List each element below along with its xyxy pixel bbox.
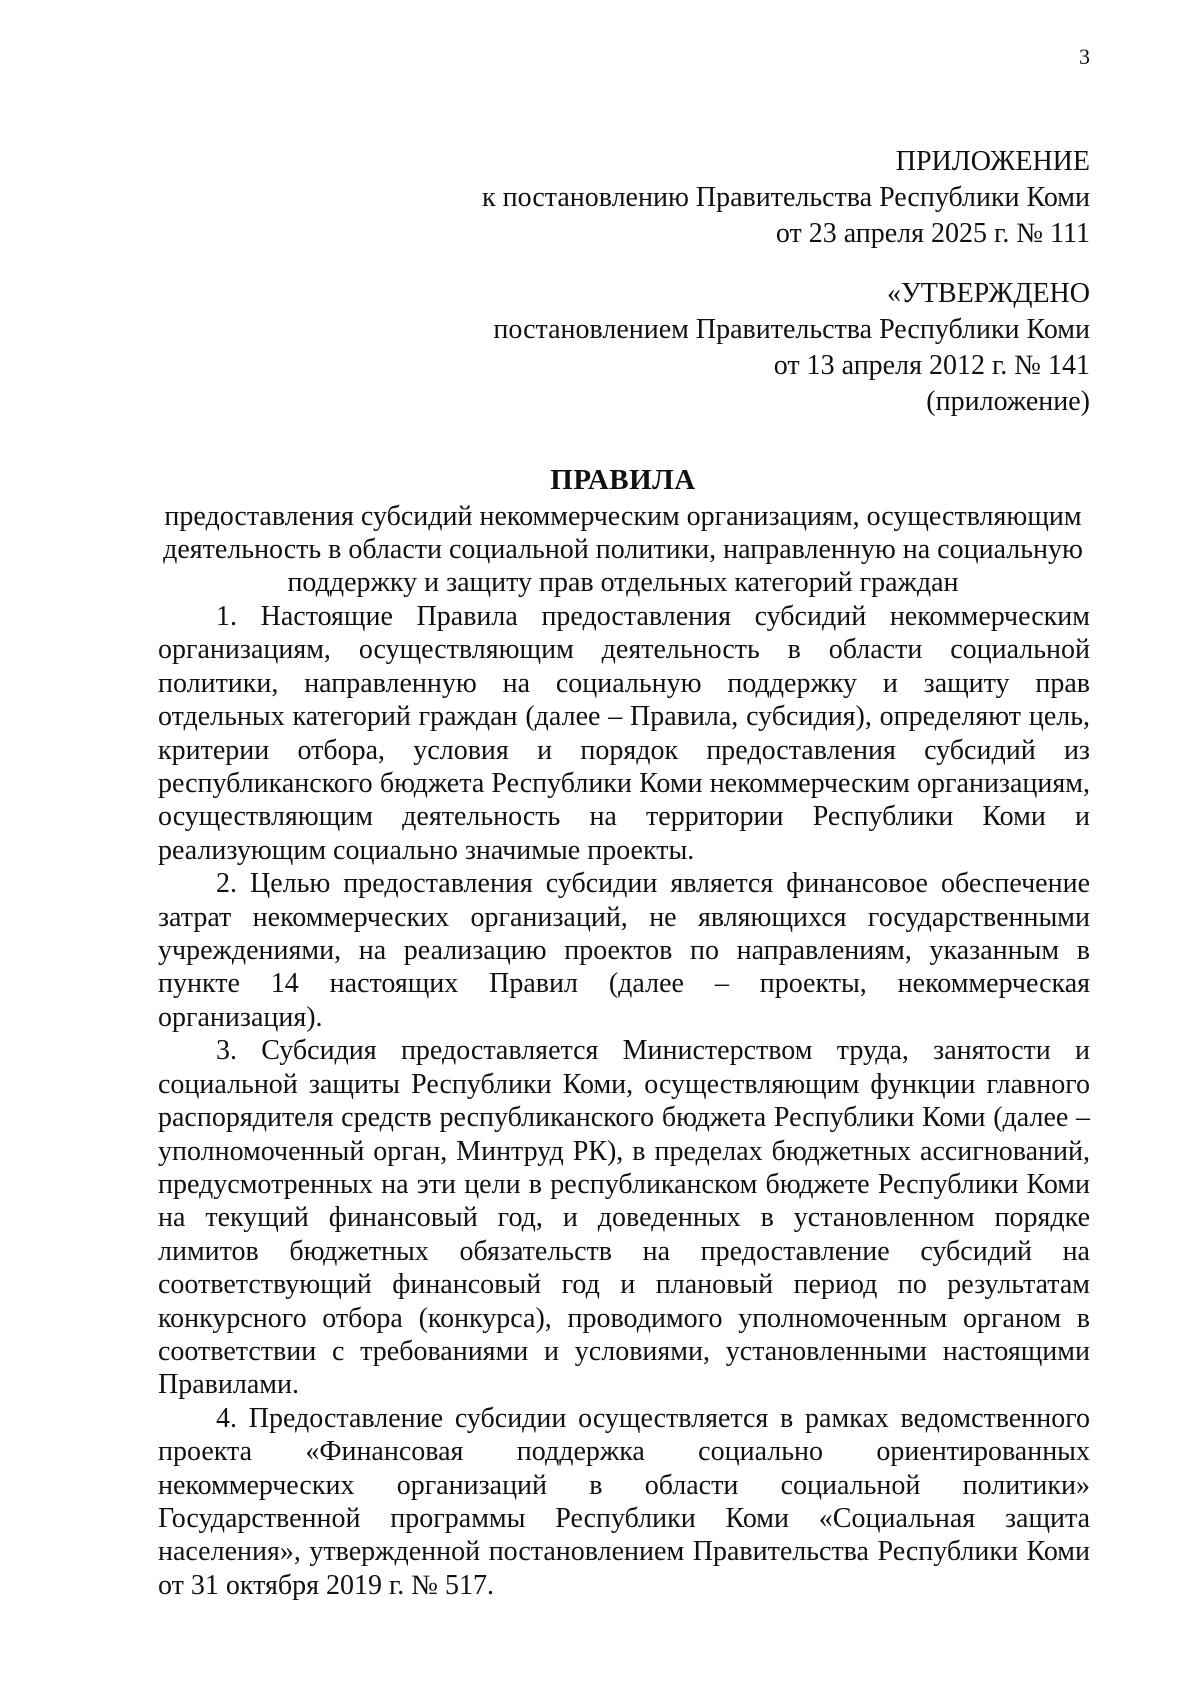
paragraph-4: 4. Предоставление субсидии осуществляется в рамках ведомственного проекта «Финансовая поддержка социально ориентированных некоммерческих организаций в области социальной политики» Государственной программы Республики Коми «Социальная защита населения», утвержденной постановлением Правительства Республики Коми от 31 октября 2019 г. № 517. [158, 1402, 1090, 1601]
appendix-header [482, 144, 1090, 252]
approval-line-4: (приложение) [926, 386, 1090, 417]
appendix-line-2: от 23 апреля 2025 г. № 111 [775, 218, 1090, 249]
approval-line-3: от 13 апреля 2012 г. № 141 [773, 350, 1090, 381]
approval-header [493, 276, 1090, 420]
approval-line-2: постановлением Правительства Республики Коми [493, 314, 1090, 345]
paragraph-1: 1. Настоящие Правила предоставления субсидий некоммерческим организациям, осуществляющим деятельность в области социальной политики, направленную на социальную поддержку и защиту прав отдельных категорий граждан (далее – Правила, субсидия), определяют цель, критерии отбора, условия и порядок предоставления субсидий из республиканского бюджета Республики Коми некоммерческим организациям, осуществляющим деятельность на территории Республики Коми и реализующим социально значимые проекты. [158, 601, 1090, 866]
appendix-title: ПРИЛОЖЕНИЕ [895, 146, 1090, 177]
rules-title: ПРАВИЛА [550, 464, 696, 496]
page-number: 3 [1079, 44, 1090, 69]
approval-line-1: «УТВЕРЖДЕНО [886, 278, 1090, 309]
paragraph-2: 2. Целью предоставления субсидии является финансовое обеспечение затрат некоммерческих организаций, не являющихся государственными учреждениями, на реализацию проектов по направлениям, указанным в пункте 14 настоящих Правил (далее – проекты, некоммерческая организация). [158, 868, 1090, 1033]
rules-subtitle: предоставления субсидий некоммерческим организациям, осуществляющим деятельность в области социальной политики, направленную на социальную поддержку и защиту прав отдельных категорий граждан [163, 501, 1083, 598]
paragraph-3: 3. Субсидия предоставляется Министерством труда, занятости и социальной защиты Республики Коми, осуществляющим функции главного распорядителя средств республиканского бюджета Республики Коми (далее – уполномоченный орган, Минтруд РК), в пределах бюджетных ассигнований, предусмотренных на эти цели в республиканском бюджете Республики Коми на текущий финансовый год, и доведенных в установленном порядке лимитов бюджетных обязательств на предоставление субсидий на соответствующий финансовый год и плановый период по результатам конкурсного отбора (конкурса), проводимого уполномоченным органом в соответствии с требованиями и условиями, установленными настоящими Правилами. [158, 1035, 1090, 1401]
document-body [158, 600, 1090, 1602]
appendix-line-1: к постановлению Правительства Республики Коми [482, 182, 1090, 213]
